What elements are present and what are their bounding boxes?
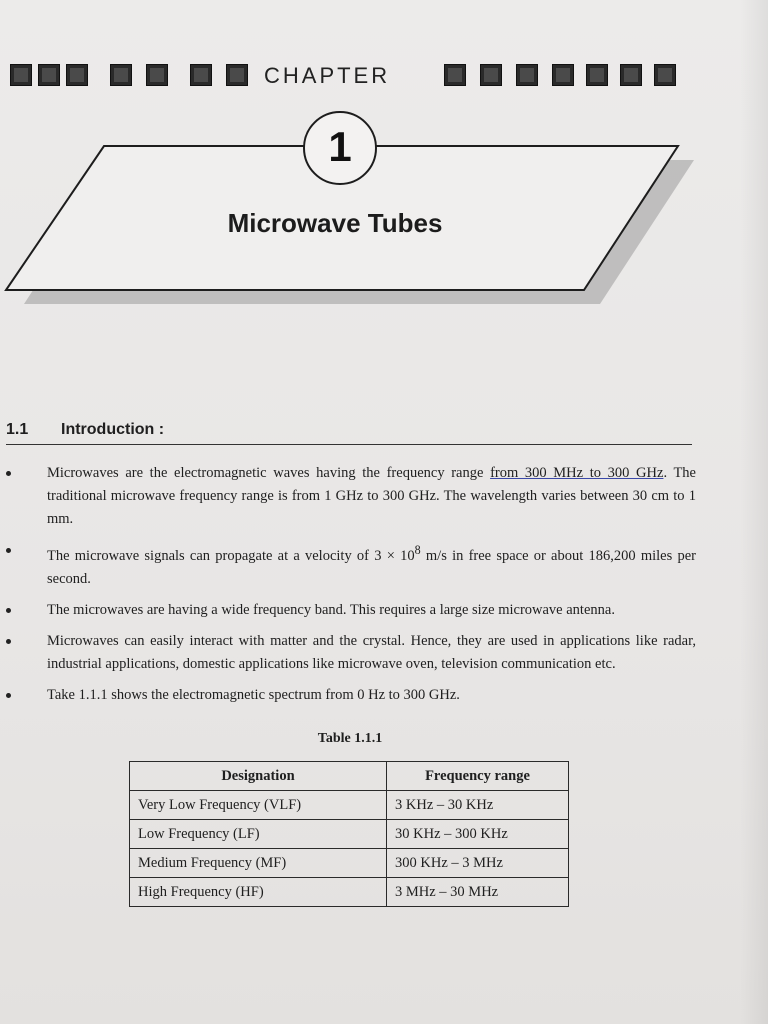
table-header-row [130, 762, 569, 791]
table-cell: Medium Frequency (MF) [130, 849, 387, 878]
chapter-label: CHAPTER [264, 63, 391, 88]
square-ornament [654, 64, 676, 86]
square-ornament [620, 64, 642, 86]
table-cell: 300 KHz – 3 MHz [387, 849, 569, 878]
table-row [130, 878, 569, 907]
list-item: The microwaves are having a wide frequency band. This requires a large size microwave antenna. [6, 599, 696, 622]
page-fold-shadow [740, 0, 768, 1024]
handwritten-underline-text: from 300 MHz to 300 GHz [490, 465, 664, 481]
list-item: The microwave signals can propagate at a velocity of $3 \times 10^8$ m/s in free space or about 186,200 miles per second. [6, 539, 696, 591]
table-header: Frequency range [387, 762, 569, 791]
bullet-icon [6, 548, 11, 553]
table-cell: Very Low Frequency (VLF) [130, 791, 387, 820]
table-cell: High Frequency (HF) [130, 878, 387, 907]
square-ornament [146, 64, 168, 86]
section-heading [6, 420, 692, 445]
list-item: Microwaves can easily interact with matter and the crystal. Hence, they are used in applications like radar, industrial applications, domestic applications like microwave oven, television communication etc. [6, 630, 696, 676]
table-caption: Table 1.1.1 [317, 731, 383, 746]
bullet-icon [6, 639, 11, 644]
table-header: Designation [130, 762, 387, 791]
frequency-table [129, 761, 569, 907]
square-ornament [66, 64, 88, 86]
square-ornament [444, 64, 466, 86]
square-ornament [480, 64, 502, 86]
table-row [130, 791, 569, 820]
bullet-icon [6, 693, 11, 698]
bullet-icon [6, 471, 11, 476]
chapter-title: Microwave Tubes [227, 208, 443, 238]
square-ornament [552, 64, 574, 86]
square-ornament [110, 64, 132, 86]
bullet-list [6, 462, 696, 715]
square-ornament [516, 64, 538, 86]
chapter-number: 1 [328, 123, 352, 170]
table-cell: 3 MHz – 30 MHz [387, 878, 569, 907]
table-row [130, 849, 569, 878]
bullet-icon [6, 608, 11, 613]
table-cell: 3 KHz – 30 KHz [387, 791, 569, 820]
chapter-strip [8, 64, 690, 90]
square-ornament [226, 64, 248, 86]
section-title: Introduction : [61, 421, 165, 438]
square-ornament [10, 64, 32, 86]
table-row [130, 820, 569, 849]
table-cell: Low Frequency (LF) [130, 820, 387, 849]
square-ornament [586, 64, 608, 86]
square-ornament [190, 64, 212, 86]
table-cell: 30 KHz – 300 KHz [387, 820, 569, 849]
section-number: 1.1 [6, 421, 29, 438]
list-item: Microwaves are the electromagnetic waves having the frequency range from 300 MHz to 300 GHz. The traditional microwave frequency range is from 1 GHz to 300 GHz. The wavelength varies between 30 cm to 1 mm. [6, 462, 696, 531]
list-item: Take 1.1.1 shows the electromagnetic spectrum from 0 Hz to 300 GHz. [6, 684, 696, 707]
square-ornament [38, 64, 60, 86]
